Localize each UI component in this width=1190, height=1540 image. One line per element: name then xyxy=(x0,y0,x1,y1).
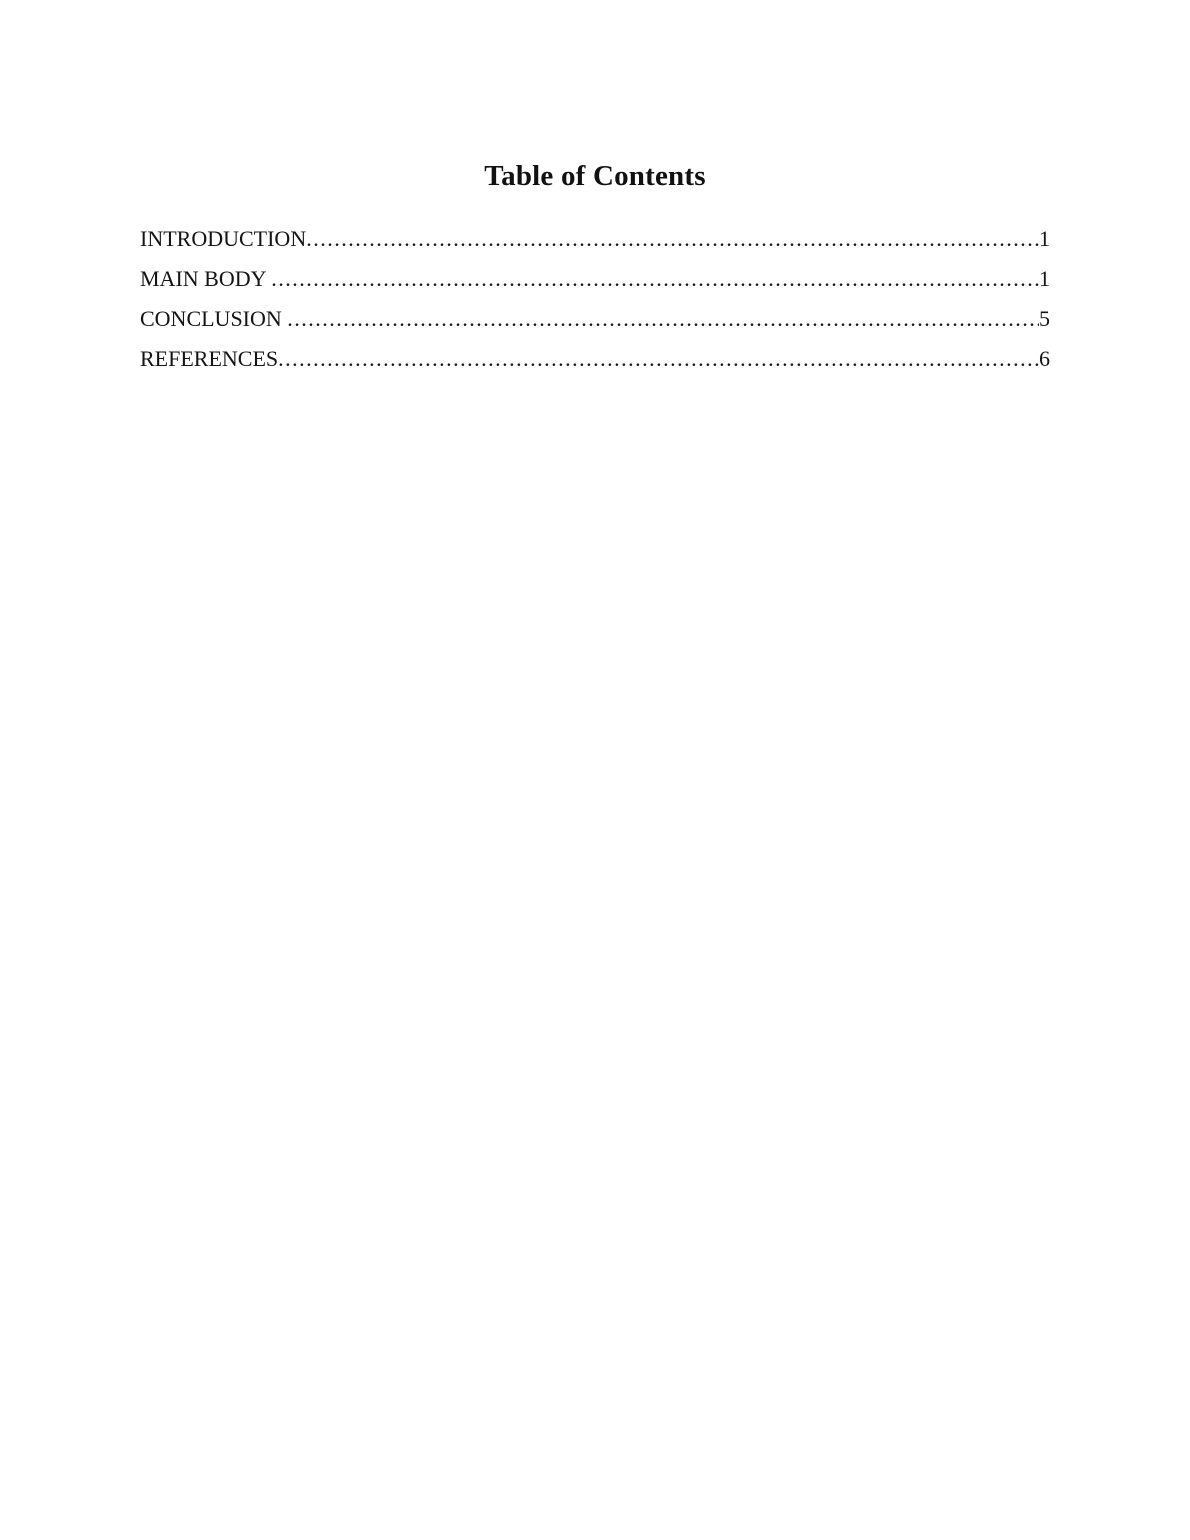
toc-dot-leader xyxy=(287,299,1039,339)
toc-entry-page-number: 1 xyxy=(1039,266,1050,292)
toc-entry[interactable] xyxy=(140,339,1050,379)
toc-entry-page-number: 6 xyxy=(1039,346,1050,372)
toc-dot-leader xyxy=(306,219,1039,259)
toc-entry-label: CONCLUSION xyxy=(140,306,288,332)
toc-entry[interactable] xyxy=(140,299,1050,339)
toc-entry-label: INTRODUCTION xyxy=(140,226,307,252)
toc-entry[interactable] xyxy=(140,259,1050,299)
toc-entry-page-number: 1 xyxy=(1039,226,1050,252)
toc-entry[interactable] xyxy=(140,219,1050,259)
document-content xyxy=(0,0,1190,379)
toc-entry-page-number: 5 xyxy=(1039,306,1050,332)
toc-entry-label: REFERENCES xyxy=(140,346,279,372)
toc-dot-leader xyxy=(278,339,1039,379)
table-of-contents xyxy=(140,219,1050,379)
toc-dot-leader xyxy=(271,259,1039,299)
page-title: Table of Contents xyxy=(484,160,706,192)
toc-entry-label: MAIN BODY xyxy=(140,266,272,292)
